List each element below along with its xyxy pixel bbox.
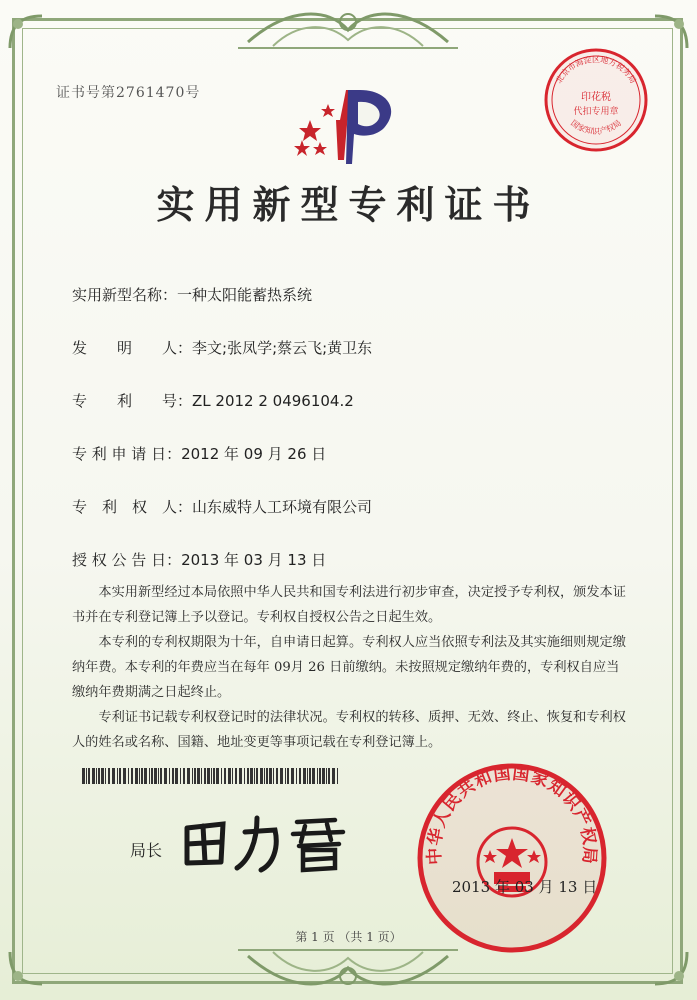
barcode-bar — [108, 768, 110, 784]
barcode-bar — [144, 768, 147, 784]
corner-ornament-icon — [651, 12, 691, 52]
barcode-bar — [112, 768, 115, 784]
barcode-bar — [117, 768, 118, 784]
tax-seal-text: 国家知识产权局 — [569, 118, 623, 136]
barcode-bar — [213, 768, 215, 784]
barcode-bar — [149, 768, 150, 784]
patentee-field — [72, 496, 372, 517]
field-value: ZL 2012 2 0496104.2 — [192, 392, 354, 410]
barcode-bar — [312, 768, 315, 784]
barcode-bar — [105, 768, 106, 784]
barcode-bar — [307, 768, 308, 784]
barcode-bar — [269, 768, 272, 784]
barcode-bar — [232, 768, 233, 784]
barcode-bar — [101, 768, 104, 784]
seal-date: 2013 年 03 月 13 日 — [452, 878, 598, 896]
seal-text: 中华人民共和国国家知识产权局 — [424, 763, 600, 866]
field-label: 发 明 人： — [72, 339, 193, 357]
barcode-bar — [326, 768, 327, 784]
barcode-bar — [317, 768, 318, 784]
tax-seal-text: 印花税 — [581, 92, 611, 103]
barcode-bar — [244, 768, 245, 784]
barcode-bar — [135, 768, 138, 784]
barcode-bar — [180, 768, 181, 784]
barcode-bar — [88, 768, 90, 784]
barcode-bar — [192, 768, 193, 784]
inventor-field — [72, 337, 372, 358]
barcode-bar — [207, 768, 210, 784]
barcode-bar — [221, 768, 222, 784]
barcode-bar — [328, 768, 330, 784]
barcode-bar — [247, 768, 249, 784]
barcode-bar — [322, 768, 325, 784]
barcode-bar — [187, 768, 190, 784]
certificate-body — [72, 580, 627, 755]
barcode-bar — [264, 768, 265, 784]
barcode-bar — [183, 768, 185, 784]
barcode-bar — [141, 768, 143, 784]
barcode-bar — [164, 768, 167, 784]
field-value: 2012 年 09 月 26 日 — [181, 445, 327, 463]
barcode-bar — [287, 768, 289, 784]
patent-office-logo-icon — [288, 80, 408, 170]
patent-number-field — [72, 390, 354, 411]
barcode-bar — [303, 768, 306, 784]
field-label: 实用新型名称： — [72, 286, 178, 304]
body-paragraph: 本专利的专利权期限为十年，自申请日起算。专利权人应当依照专利法及其实施细则规定缴纳年费。本专利的年费应当在每年 09月 26 日前缴纳。未按照规定缴纳年费的，专利权自应当缴纳年费期满之日起终止。 — [72, 635, 626, 700]
field-label: 专 利 权 人： — [72, 498, 193, 516]
barcode-bar — [309, 768, 311, 784]
barcode-bar — [128, 768, 129, 784]
body-paragraph: 专利证书记载专利权登记时的法律状况。专利权的转移、质押、无效、终止、恢复和专利权人的姓名或名称、国籍、地址变更等事项记载在专利登记簿上。 — [72, 710, 626, 750]
barcode-bar — [228, 768, 231, 784]
barcode-bar — [86, 768, 87, 784]
barcode-bar — [239, 768, 242, 784]
barcode-bar — [197, 768, 200, 784]
barcode-bar — [194, 768, 196, 784]
barcode-bar — [224, 768, 226, 784]
field-value: 2013 年 03 月 13 日 — [181, 551, 327, 569]
barcode-bar — [276, 768, 278, 784]
field-value: 一种太阳能蓄热系统 — [177, 286, 313, 304]
barcode-bar — [299, 768, 301, 784]
tax-seal-text: 代扣专用章 — [573, 107, 619, 117]
barcode-bar — [82, 768, 85, 784]
field-label: 授 权 公 告 日： — [72, 551, 182, 569]
barcode-bar — [266, 768, 268, 784]
barcode-bar — [204, 768, 206, 784]
tax-stamp-seal — [540, 44, 652, 156]
certificate-title: 实用新型专利证书 — [156, 182, 541, 227]
barcode-bar — [216, 768, 219, 784]
barcode-bar — [98, 768, 100, 784]
field-value: 山东威特人工环境有限公司 — [192, 498, 373, 516]
page-footer: 第 1 页 （共 1 页） — [295, 930, 402, 944]
barcode-bar — [172, 768, 174, 784]
application-date-field — [72, 443, 326, 464]
barcode-bar — [96, 768, 97, 784]
barcode-bar — [160, 768, 162, 784]
barcode-bar — [280, 768, 283, 784]
barcode-bar — [291, 768, 294, 784]
barcode-bar — [169, 768, 170, 784]
barcode-bar — [235, 768, 237, 784]
barcode-bar — [119, 768, 121, 784]
utility-model-name-field — [72, 284, 312, 305]
body-paragraph: 本实用新型经过本局依照中华人民共和国专利法进行初步审查，决定授予专利权，颁发本证书并在专利登记簿上予以登记。专利权自授权公告之日起生效。 — [72, 585, 626, 625]
barcode-bar — [158, 768, 159, 784]
barcode-bar — [154, 768, 157, 784]
barcode-bar — [151, 768, 153, 784]
barcode-bar — [131, 768, 133, 784]
field-value: 李文;张凤学;蔡云飞;黄卫东 — [192, 339, 373, 357]
certificate-number: 证书号第2761470号 — [56, 85, 201, 101]
barcode-bar — [123, 768, 126, 784]
barcode-bar — [337, 768, 338, 784]
barcode-bar — [260, 768, 263, 784]
top-ornament-icon — [228, 2, 468, 54]
barcode-bar — [332, 768, 335, 784]
barcode-bar — [175, 768, 178, 784]
barcode-bar — [319, 768, 321, 784]
barcode-bar — [211, 768, 212, 784]
barcode-bar — [296, 768, 297, 784]
field-label: 专 利 号： — [72, 392, 193, 410]
field-label: 专 利 申 请 日： — [72, 445, 182, 463]
barcode — [82, 768, 342, 784]
barcode-bar — [256, 768, 258, 784]
grant-announcement-date-field — [72, 549, 326, 570]
barcode-bar — [285, 768, 286, 784]
barcode-bar — [273, 768, 274, 784]
barcode-bar — [201, 768, 202, 784]
corner-ornament-icon — [6, 948, 46, 988]
barcode-bar — [254, 768, 255, 784]
barcode-bar — [92, 768, 95, 784]
barcode-bar — [250, 768, 253, 784]
director-signature — [175, 808, 355, 878]
barcode-bar — [139, 768, 140, 784]
corner-ornament-icon — [6, 12, 46, 52]
director-label: 局长 — [130, 841, 163, 860]
corner-ornament-icon — [651, 948, 691, 988]
tax-seal-text: 北京市海淀区地方税务局 — [554, 55, 638, 85]
